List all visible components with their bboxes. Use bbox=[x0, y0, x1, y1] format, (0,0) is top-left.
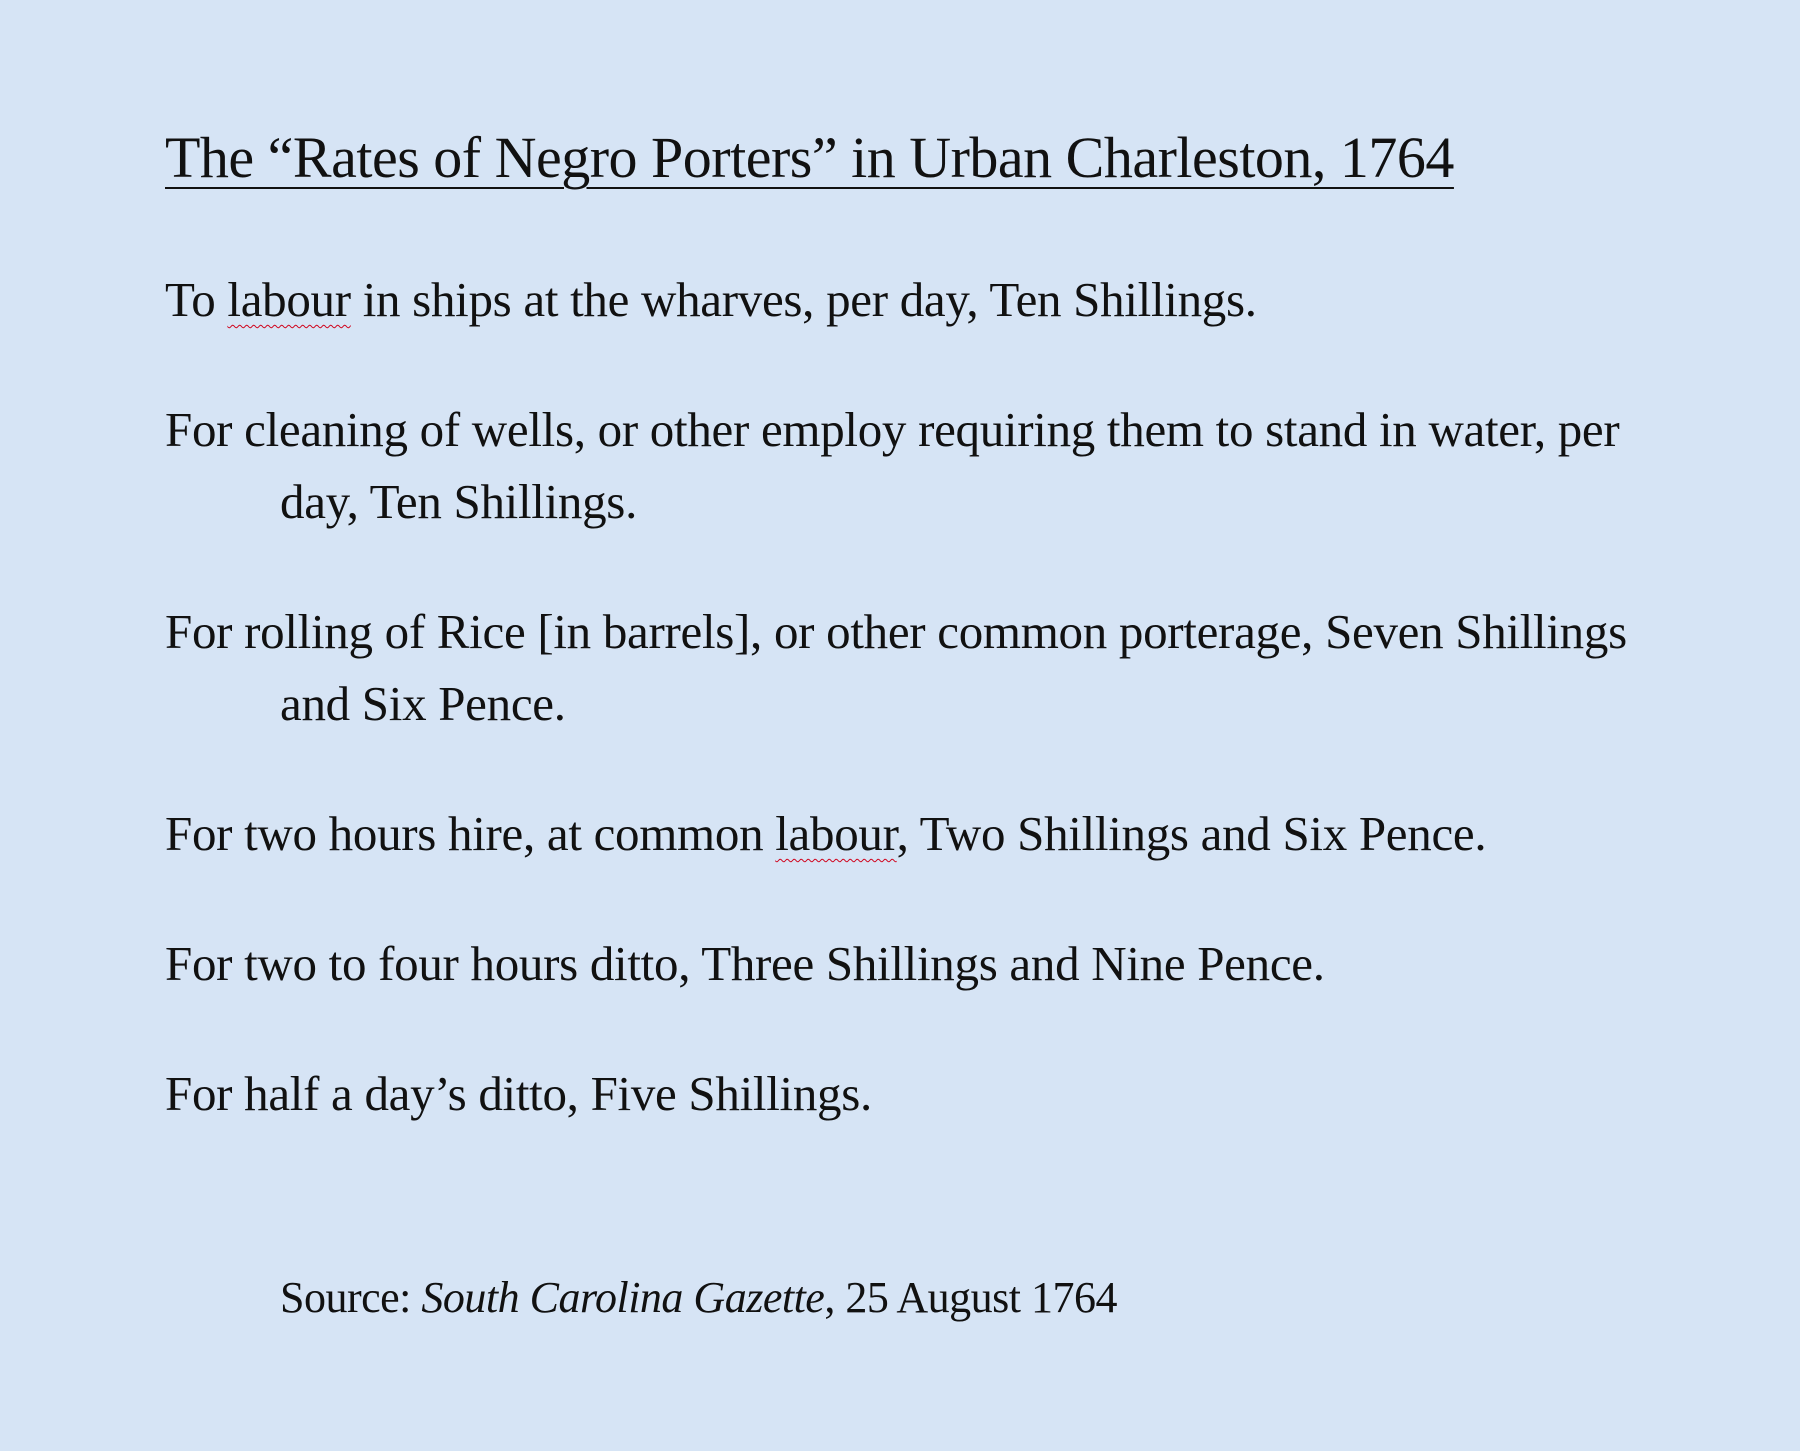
rate-line-wharves bbox=[165, 264, 1665, 336]
rate-text-after: , Two Shillings and Six Pence. bbox=[896, 806, 1487, 861]
rate-line-half-day: For half a day’s ditto, Five Shillings. bbox=[165, 1066, 872, 1121]
rate-line-wells: For cleaning of wells, or other employ requiring them to stand in water, per day, Ten Shillings. bbox=[165, 402, 1620, 529]
document-title: The “Rates of Negro Porters” in Urban Charleston, 1764 bbox=[165, 125, 1454, 190]
rate-text-before: To bbox=[165, 272, 228, 327]
rate-text-before: For two hours hire, at common bbox=[165, 806, 776, 861]
spellcheck-flagged-word[interactable]: labour bbox=[227, 272, 351, 327]
rate-line-two-to-four-hours: For two to four hours ditto, Three Shillings and Nine Pence. bbox=[165, 936, 1325, 991]
rate-line-rice: For rolling of Rice [in barrels], or other common porterage, Seven Shillings and Six Pence. bbox=[165, 604, 1627, 731]
source-label: Source: bbox=[280, 1273, 422, 1322]
document-body bbox=[165, 118, 1665, 1188]
rate-line-two-hours bbox=[165, 798, 1665, 870]
source-date: , 25 August 1764 bbox=[824, 1273, 1118, 1322]
source-citation bbox=[280, 1268, 1117, 1328]
spellcheck-flagged-word[interactable]: labour bbox=[775, 806, 897, 861]
rate-text-after: in ships at the wharves, per day, Ten Shillings. bbox=[350, 272, 1257, 327]
source-publication: South Carolina Gazette bbox=[421, 1273, 825, 1322]
